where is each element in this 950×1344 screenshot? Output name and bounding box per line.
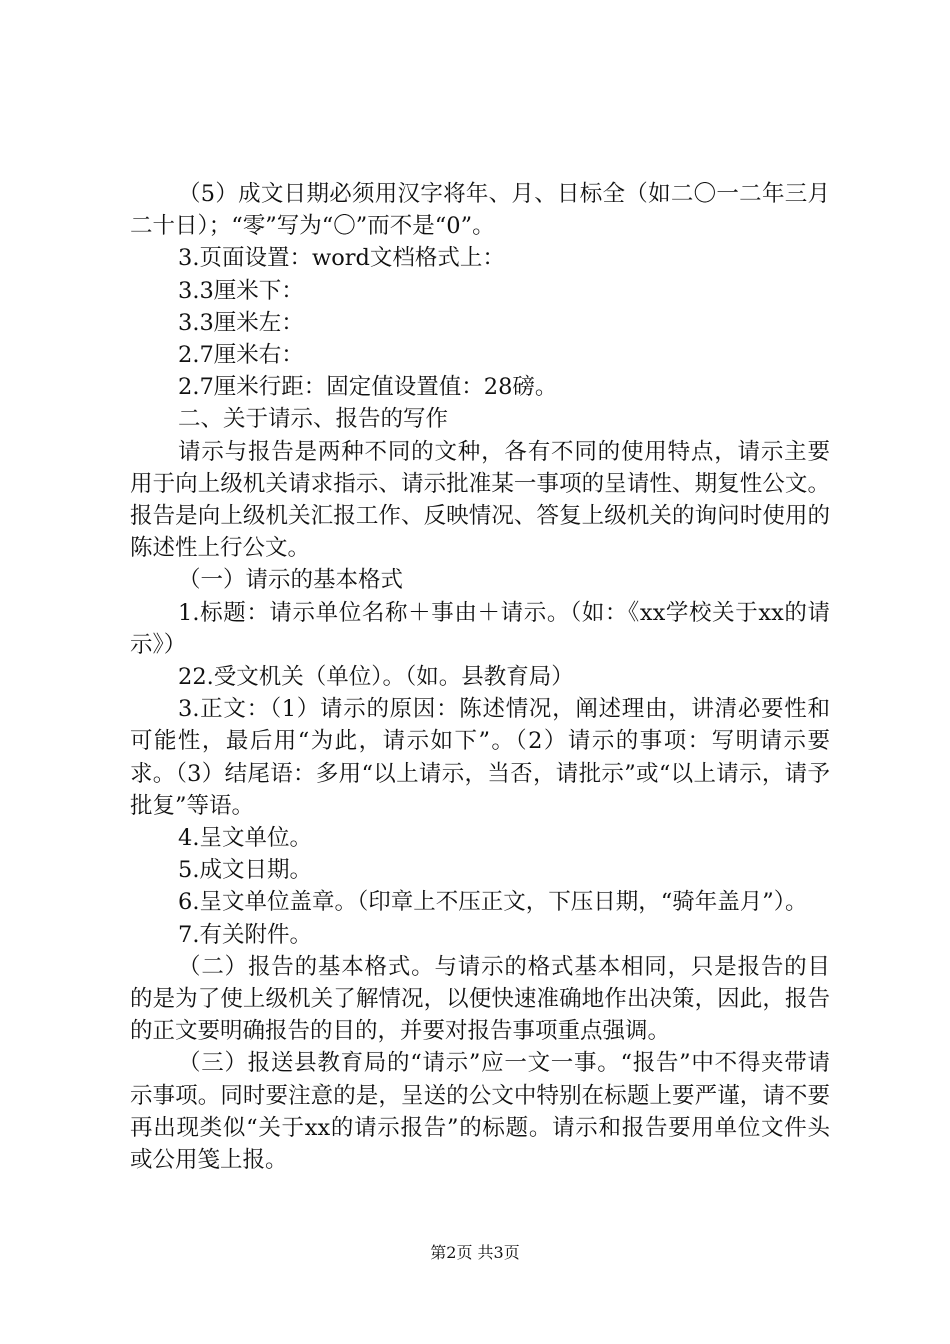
- paragraph-title-rule: 1.标题：请示单位名称＋事由＋请示。（如：《xx学校关于xx的请示》）: [130, 599, 830, 658]
- paragraph-submission-rule: （三）报送县教育局的“请示”应一文一事。“报告”中不得夹带请示事项。同时要注意的是，呈送的公文中特别在标题上要严谨，请不要再出现类似“关于xx的请示报告”的标题。请示和报告要用单位文件头或公用笺上报。: [130, 1050, 830, 1174]
- subheading-request-format: （一）请示的基本格式: [178, 567, 404, 594]
- paragraph-margin-bottom: 3.3厘米左：: [178, 309, 304, 336]
- paragraph-issue-date: 5.成文日期。: [178, 857, 312, 884]
- document-body: [130, 178, 830, 1176]
- paragraph-report-format: （二）报告的基本格式。与请示的格式基本相同，只是报告的目的是为了使上级机关了解情况，以便快速准确地作出决策，因此，报告的正文要明确报告的目的，并要对报告事项重点强调。: [130, 953, 830, 1045]
- paragraph-line-spacing: 2.7厘米行距：固定值设置值：28磅。: [178, 374, 558, 401]
- paragraph-body-text-rule: 3.正文：（1）请示的原因：陈述情况，阐述理由，讲清必要性和可能性，最后用“为此，请示如下”。（2）请示的事项：写明请示要求。（3）结尾语：多用“以上请示，当否，请批示”或“以上请示，请予批复”等语。: [130, 696, 830, 819]
- paragraph-page-setup: 3.页面设置：word文档格式上：: [178, 245, 505, 272]
- paragraph-submitting-unit: 4.呈文单位。: [178, 825, 312, 852]
- page-number-label: 第2页 共3页: [430, 1243, 520, 1262]
- paragraph-seal-rule: 6.呈文单位盖章。（印章上不压正文，下压日期，“骑年盖月”）。: [178, 889, 808, 916]
- paragraph-request-report-intro: 请示与报告是两种不同的文种，各有不同的使用特点，请示主要用于向上级机关请求指示、请示批准某一事项的呈请性、期复性公文。报告是向上级机关汇报工作、反映情况、答复上级机关的询问时使用的陈述性上行公文。: [130, 438, 830, 562]
- paragraph-date-rule: （5）成文日期必须用汉字将年、月、日标全（如二〇一二年三月二十日）；“零”写为“〇”而不是“0”。: [130, 181, 830, 240]
- paragraph-recipient: 22.受文机关（单位）。（如。县教育局）: [178, 664, 574, 691]
- paragraph-margin-top: 3.3厘米下：: [178, 277, 304, 304]
- paragraph-attachments: 7.有关附件。: [178, 921, 312, 948]
- page-footer: [0, 1243, 950, 1263]
- paragraph-margin-left: 2.7厘米右：: [178, 342, 304, 369]
- section-heading-request-report: 二、关于请示、报告的写作: [178, 406, 449, 433]
